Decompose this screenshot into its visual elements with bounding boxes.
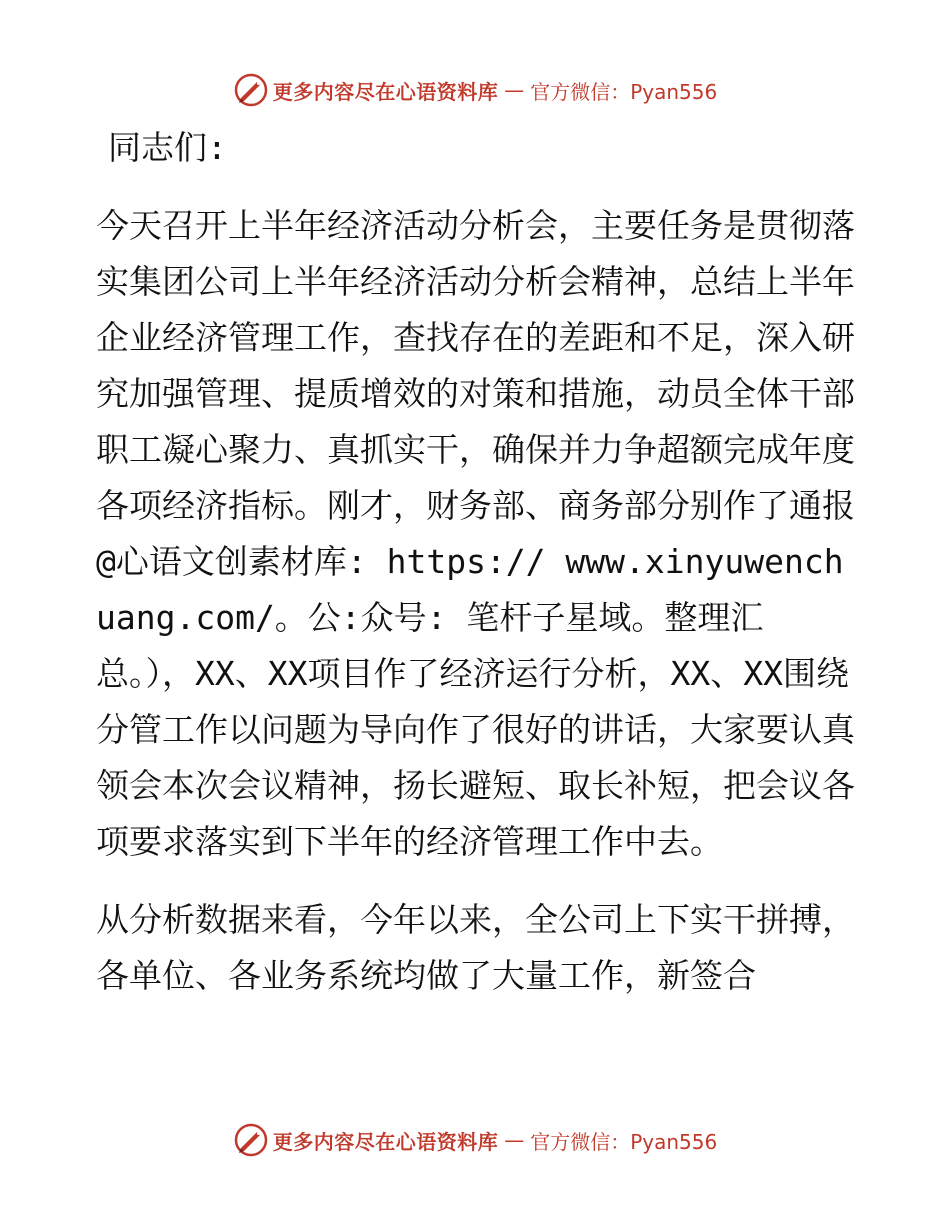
header-banner-title: 更多内容尽在心语资料库 [272,79,499,104]
header-watermark-banner [0,70,950,110]
document-body [96,120,856,1026]
paragraph-2: 从分析数据来看，今年以来，全公司上下实干拼搏，各单位、各业务系统均做了大量工作，新签合 [96,900,855,995]
footer-banner-title: 更多内容尽在心语资料库 [272,1129,499,1154]
footer-banner-content [233,1122,718,1158]
pen-logo-icon [233,1122,269,1158]
footer-watermark-banner [0,1120,950,1160]
paragraph-1: 今天召开上半年经济活动分析会，主要任务是贯彻落实集团公司上半年经济活动分析会精神，总结上半年企业经济管理工作，查找存在的差距和不足，深入研究加强管理、提质增效的对策和措施，动员全体干部职工凝心聚力、真抓实干，确保并力争超额完成年度各项经济指标。刚才，财务部、商务部分别作了通报@心语文创素材库: https:// www.xinyuwenchuang.com/。公:众号: 笔杆子星域。整理汇总。），XX、XX项目作了经济运行分析，XX、XX围绕分管工作以问题为导向作了很好的讲话，大家要认真领会本次会议精神，扬长避短、取长补短，把会议各项要求落实到下半年的经济管理工作中去。 [96,206,855,861]
footer-banner-dash: — [504,1128,525,1152]
header-banner-dash: — [504,78,525,102]
salutation: 同志们: [108,128,227,167]
footer-banner-wechat: 官方微信：Pyan556 [530,1129,718,1154]
header-banner-wechat: 官方微信：Pyan556 [530,79,718,104]
header-banner-content [233,72,718,108]
pen-logo-icon [233,72,269,108]
